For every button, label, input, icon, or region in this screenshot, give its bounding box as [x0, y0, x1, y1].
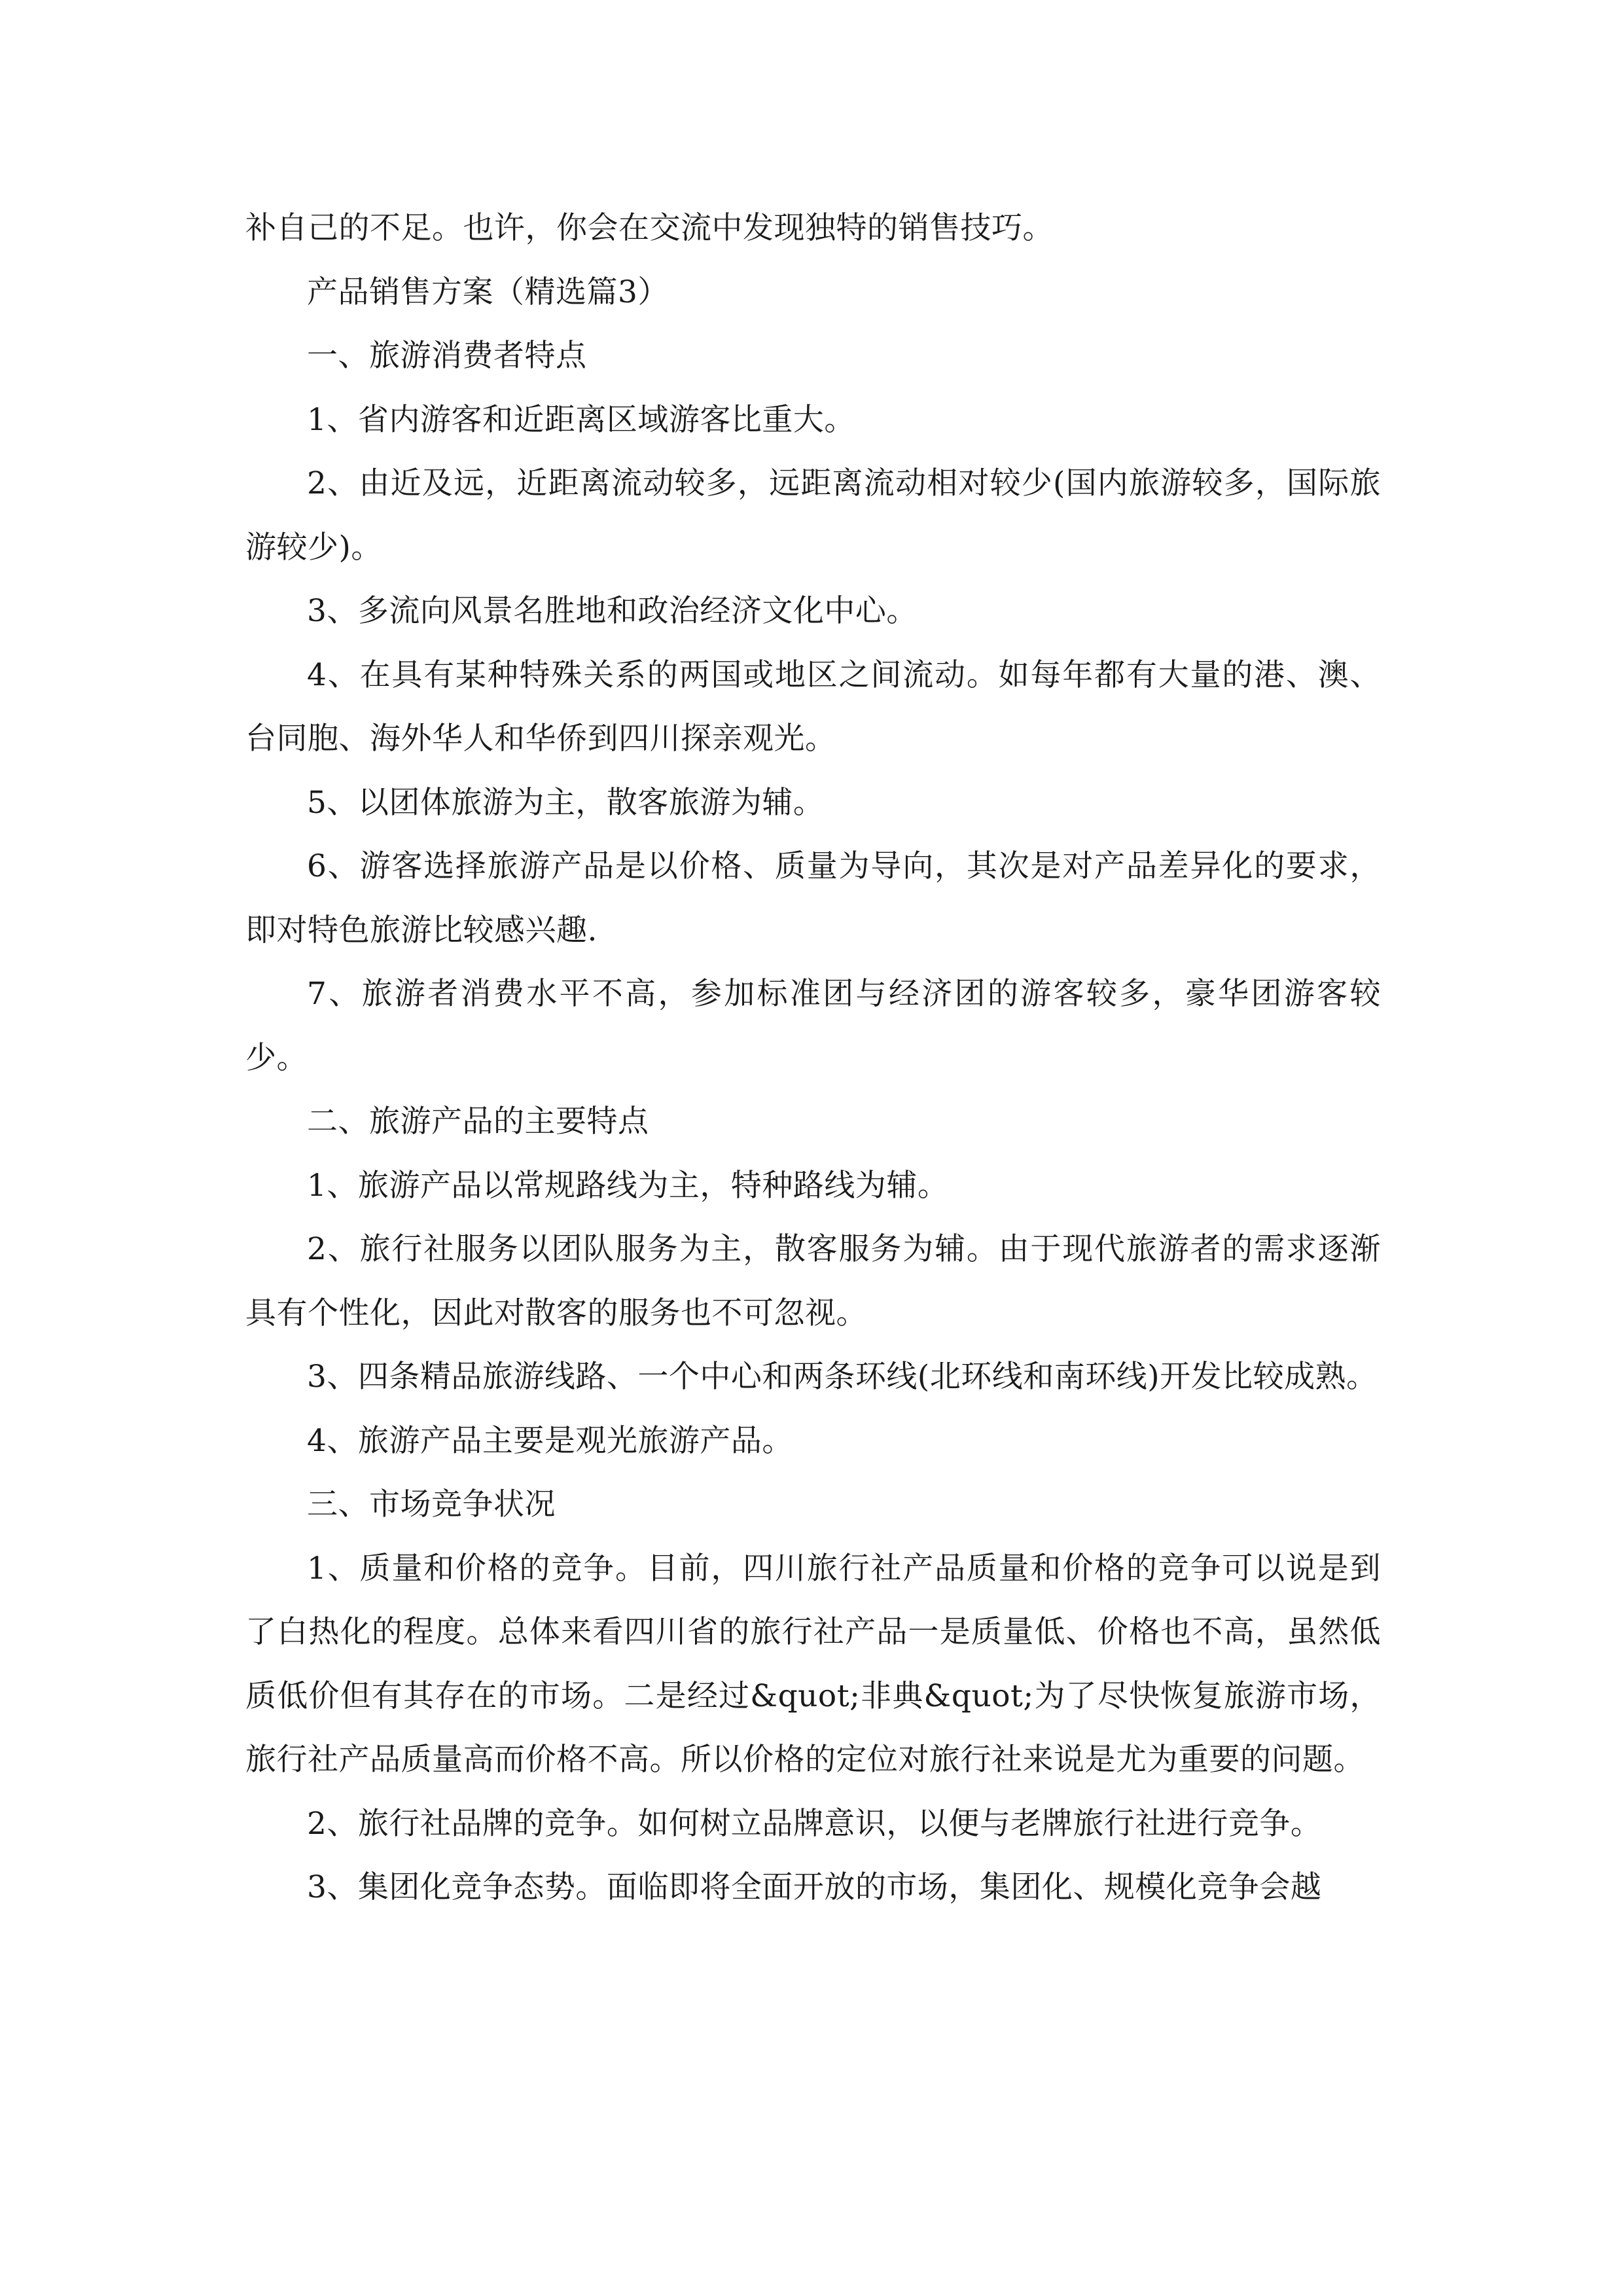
list-item: 7、旅游者消费水平不高，参加标准团与经济团的游客较多，豪华团游客较少。: [245, 976, 1381, 1076]
heading-consumer-characteristics: 一、旅游消费者特点: [307, 338, 587, 374]
list-item: 2、由近及远，近距离流动较多，远距离流动相对较少(国内旅游较多，国际旅游较少)。: [245, 465, 1381, 565]
list-item: 3、四条精品旅游线路、一个中心和两条环线(北环线和南环线)开发比较成熟。: [307, 1359, 1378, 1395]
list-item: 1、质量和价格的竞争。目前，四川旅行社产品质量和价格的竞争可以说是到了白热化的程度。总体来看四川省的旅行社产品一是质量低、价格也不高，虽然低质低价但有其存在的市场。二是经过&quot;非典&quot;为了尽快恢复旅游市场，旅行社产品质量高而价格不高。所以价格的定位对旅行社来说是尤为重要的问题。: [245, 1550, 1381, 1778]
heading-market-competition: 三、市场竞争状况: [307, 1486, 556, 1522]
heading-product-characteristics: 二、旅游产品的主要特点: [307, 1103, 649, 1139]
list-item: 4、在具有某种特殊关系的两国或地区之间流动。如每年都有大量的港、澳、台同胞、海外华人和华侨到四川探亲观光。: [245, 656, 1381, 757]
paragraph-continuation: 补自己的不足。也许，你会在交流中发现独特的销售技巧。: [245, 210, 1054, 246]
list-item: 1、省内游客和近距离区域游客比重大。: [307, 401, 855, 438]
list-item: 3、集团化竞争态势。面临即将全面开放的市场，集团化、规模化竞争会越: [307, 1869, 1322, 1905]
section-title: 产品销售方案（精选篇3）: [307, 274, 669, 310]
document-body: [245, 196, 1381, 1920]
list-item: 1、旅游产品以常规路线为主，特种路线为辅。: [307, 1167, 949, 1204]
list-item: 6、游客选择旅游产品是以价格、质量为导向，其次是对产品差异化的要求，即对特色旅游比较感兴趣.: [245, 848, 1381, 948]
list-item: 2、旅行社品牌的竞争。如何树立品牌意识，以便与老牌旅行社进行竞争。: [307, 1805, 1322, 1842]
list-item: 4、旅游产品主要是观光旅游产品。: [307, 1422, 793, 1459]
list-item: 2、旅行社服务以团队服务为主，散客服务为辅。由于现代旅游者的需求逐渐具有个性化，因此对散客的服务也不可忽视。: [245, 1231, 1381, 1331]
list-item: 3、多流向风景名胜地和政治经济文化中心。: [307, 593, 918, 629]
list-item: 5、以团体旅游为主，散客旅游为辅。: [307, 784, 825, 821]
